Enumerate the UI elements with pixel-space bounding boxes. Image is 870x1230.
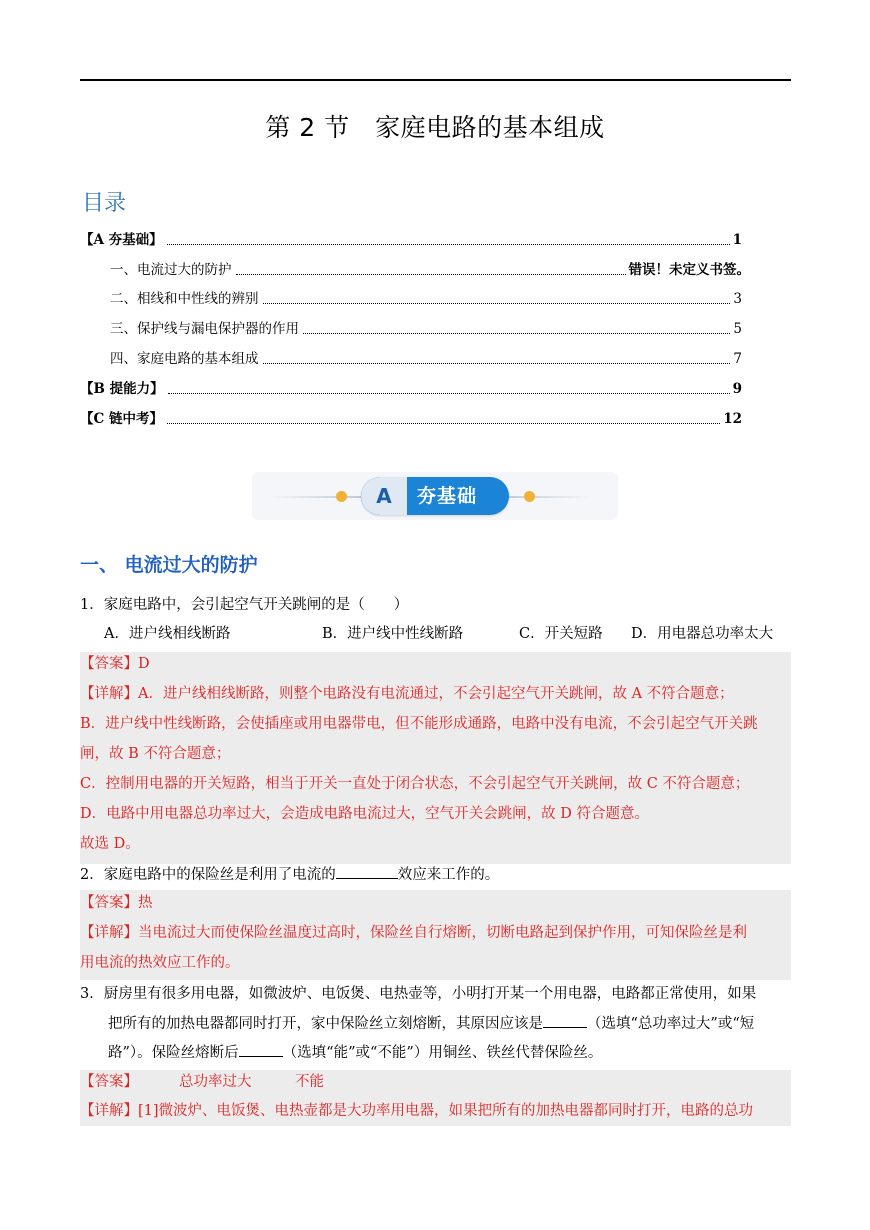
option-a: A．进户线相线断路 (104, 626, 231, 642)
question-2-stem-a: 2．家庭电路中的保险丝是利用了电流的 (80, 867, 336, 883)
analysis-1-line: 闸，故 B 不符合题意； (80, 746, 231, 762)
section-banner (252, 472, 618, 520)
toc-leader (167, 244, 730, 245)
toc-heading: 目录 (82, 191, 127, 216)
fill-blank[interactable] (336, 864, 398, 879)
analysis-1-line: C．控制用电器的开关短路，相当于开关一直处于闭合状态，不会引起空气开关跳闸，故 C 不符合题意； (80, 776, 750, 792)
toc-entry-c[interactable] (80, 408, 742, 428)
toc-entry-3[interactable] (110, 318, 742, 338)
header-rule (80, 79, 791, 81)
analysis-2-line: 【详解】当电流过大而使保险丝温度过高时，保险丝自行熔断，切断电路起到保护作用，可知保险丝是利 (80, 925, 747, 941)
answer-3 (80, 1072, 791, 1092)
toc-entry-a[interactable] (80, 229, 742, 249)
analysis-3-line: 【详解】[1]微波炉、电饭煲、电热壶都是大功率用电器，如果把所有的加热电器都同时打开，电路的总功 (80, 1103, 754, 1119)
question-2-stem-b: 效应来工作的。 (397, 867, 500, 883)
toc-entry-page: 1 (732, 232, 742, 248)
toc-entry-4[interactable] (110, 348, 742, 368)
analysis-1-line: 【详解】A．进户线相线断路，则整个电路没有电流通过，不会引起空气开关跳闸，故 A 不符合题意； (80, 686, 734, 702)
answer-3-label: 【答案】 (80, 1074, 138, 1090)
question-3-line (108, 1013, 791, 1034)
toc-entry-label: 【C 链中考】 (80, 411, 163, 427)
banner-letter: A (361, 477, 407, 515)
toc-entry-label: 【A 夯基础】 (80, 232, 163, 248)
option-d: D．用电器总功率太大 (631, 626, 774, 642)
toc-entry-page: 12 (723, 411, 742, 427)
fill-blank[interactable] (543, 1013, 587, 1028)
question-3-text: （选填“总功率过大”或“短 (587, 1016, 755, 1032)
question-2-stem (80, 864, 791, 885)
question-3-text: 把所有的加热电器都同时打开，家中保险丝立刻熔断，其原因应该是 (108, 1016, 543, 1032)
section-title: 一、 电流过大的防护 (80, 554, 258, 576)
question-3-text: （选填“能”或“不能”）用铜丝、铁丝代替保险丝。 (282, 1045, 603, 1061)
analysis-1-line: B．进户线中性线断路，会使插座或用电器带电，但不能形成通路，电路中没有电流，不会引起空气开关跳 (80, 716, 758, 732)
toc-leader (303, 333, 730, 334)
toc-entry-page: 3 (733, 291, 742, 307)
option-b: B．进户线中性线断路 (322, 626, 464, 642)
question-1-stem: 1．家庭电路中，会引起空气开关跳闸的是（ ） (80, 597, 409, 613)
analysis-1-line: 故选 D。 (80, 836, 140, 852)
toc-entry-page: 9 (732, 381, 742, 397)
toc-entry-b[interactable] (80, 378, 742, 398)
toc-entry-label: 四、家庭电路的基本组成 (110, 351, 259, 367)
toc-leader (167, 423, 720, 424)
toc-leader (168, 393, 730, 394)
question-3-line: 3．厨房里有很多用电器，如微波炉、电饭煲、电热壶等，小明打开某一个用电器，电路都正常使用，如果 (80, 986, 757, 1002)
option-c: C．开关短路 (519, 626, 603, 642)
answer-3-value-1: 总功率过大 (179, 1074, 252, 1090)
banner-dot-icon (336, 491, 347, 502)
toc-entry-1[interactable] (110, 259, 750, 279)
toc-entry-page: 错误！未定义书签。 (628, 262, 750, 278)
question-3-text: 路”）。保险丝熔断后 (108, 1045, 239, 1061)
toc-entry-page: 5 (733, 321, 742, 337)
toc-entry-label: 【B 提能力】 (80, 381, 164, 397)
page-title: 第 2 节 家庭电路的基本组成 (265, 113, 605, 142)
fill-blank[interactable] (239, 1042, 283, 1057)
toc-leader (263, 363, 731, 364)
banner-dot-icon (524, 491, 535, 502)
banner-pill (361, 477, 509, 515)
banner-text: 夯基础 (417, 485, 478, 507)
question-3-line (108, 1042, 791, 1063)
answer-3-value-2: 不能 (295, 1074, 324, 1090)
answer-1: 【答案】D (80, 656, 150, 672)
toc-leader (263, 303, 731, 304)
toc-entry-label: 二、相线和中性线的辨别 (110, 291, 259, 307)
toc-entry-label: 三、保护线与漏电保护器的作用 (110, 321, 299, 337)
answer-2: 【答案】热 (80, 895, 153, 911)
toc-leader (236, 274, 626, 275)
toc-entry-2[interactable] (110, 288, 742, 308)
analysis-2-line: 用电流的热效应工作的。 (80, 955, 240, 971)
toc-entry-page: 7 (733, 351, 742, 367)
toc-entry-label: 一、电流过大的防护 (110, 262, 232, 278)
analysis-1-line: D．电路中用电器总功率过大，会造成电路电流过大，空气开关会跳闸，故 D 符合题意。 (80, 806, 649, 822)
